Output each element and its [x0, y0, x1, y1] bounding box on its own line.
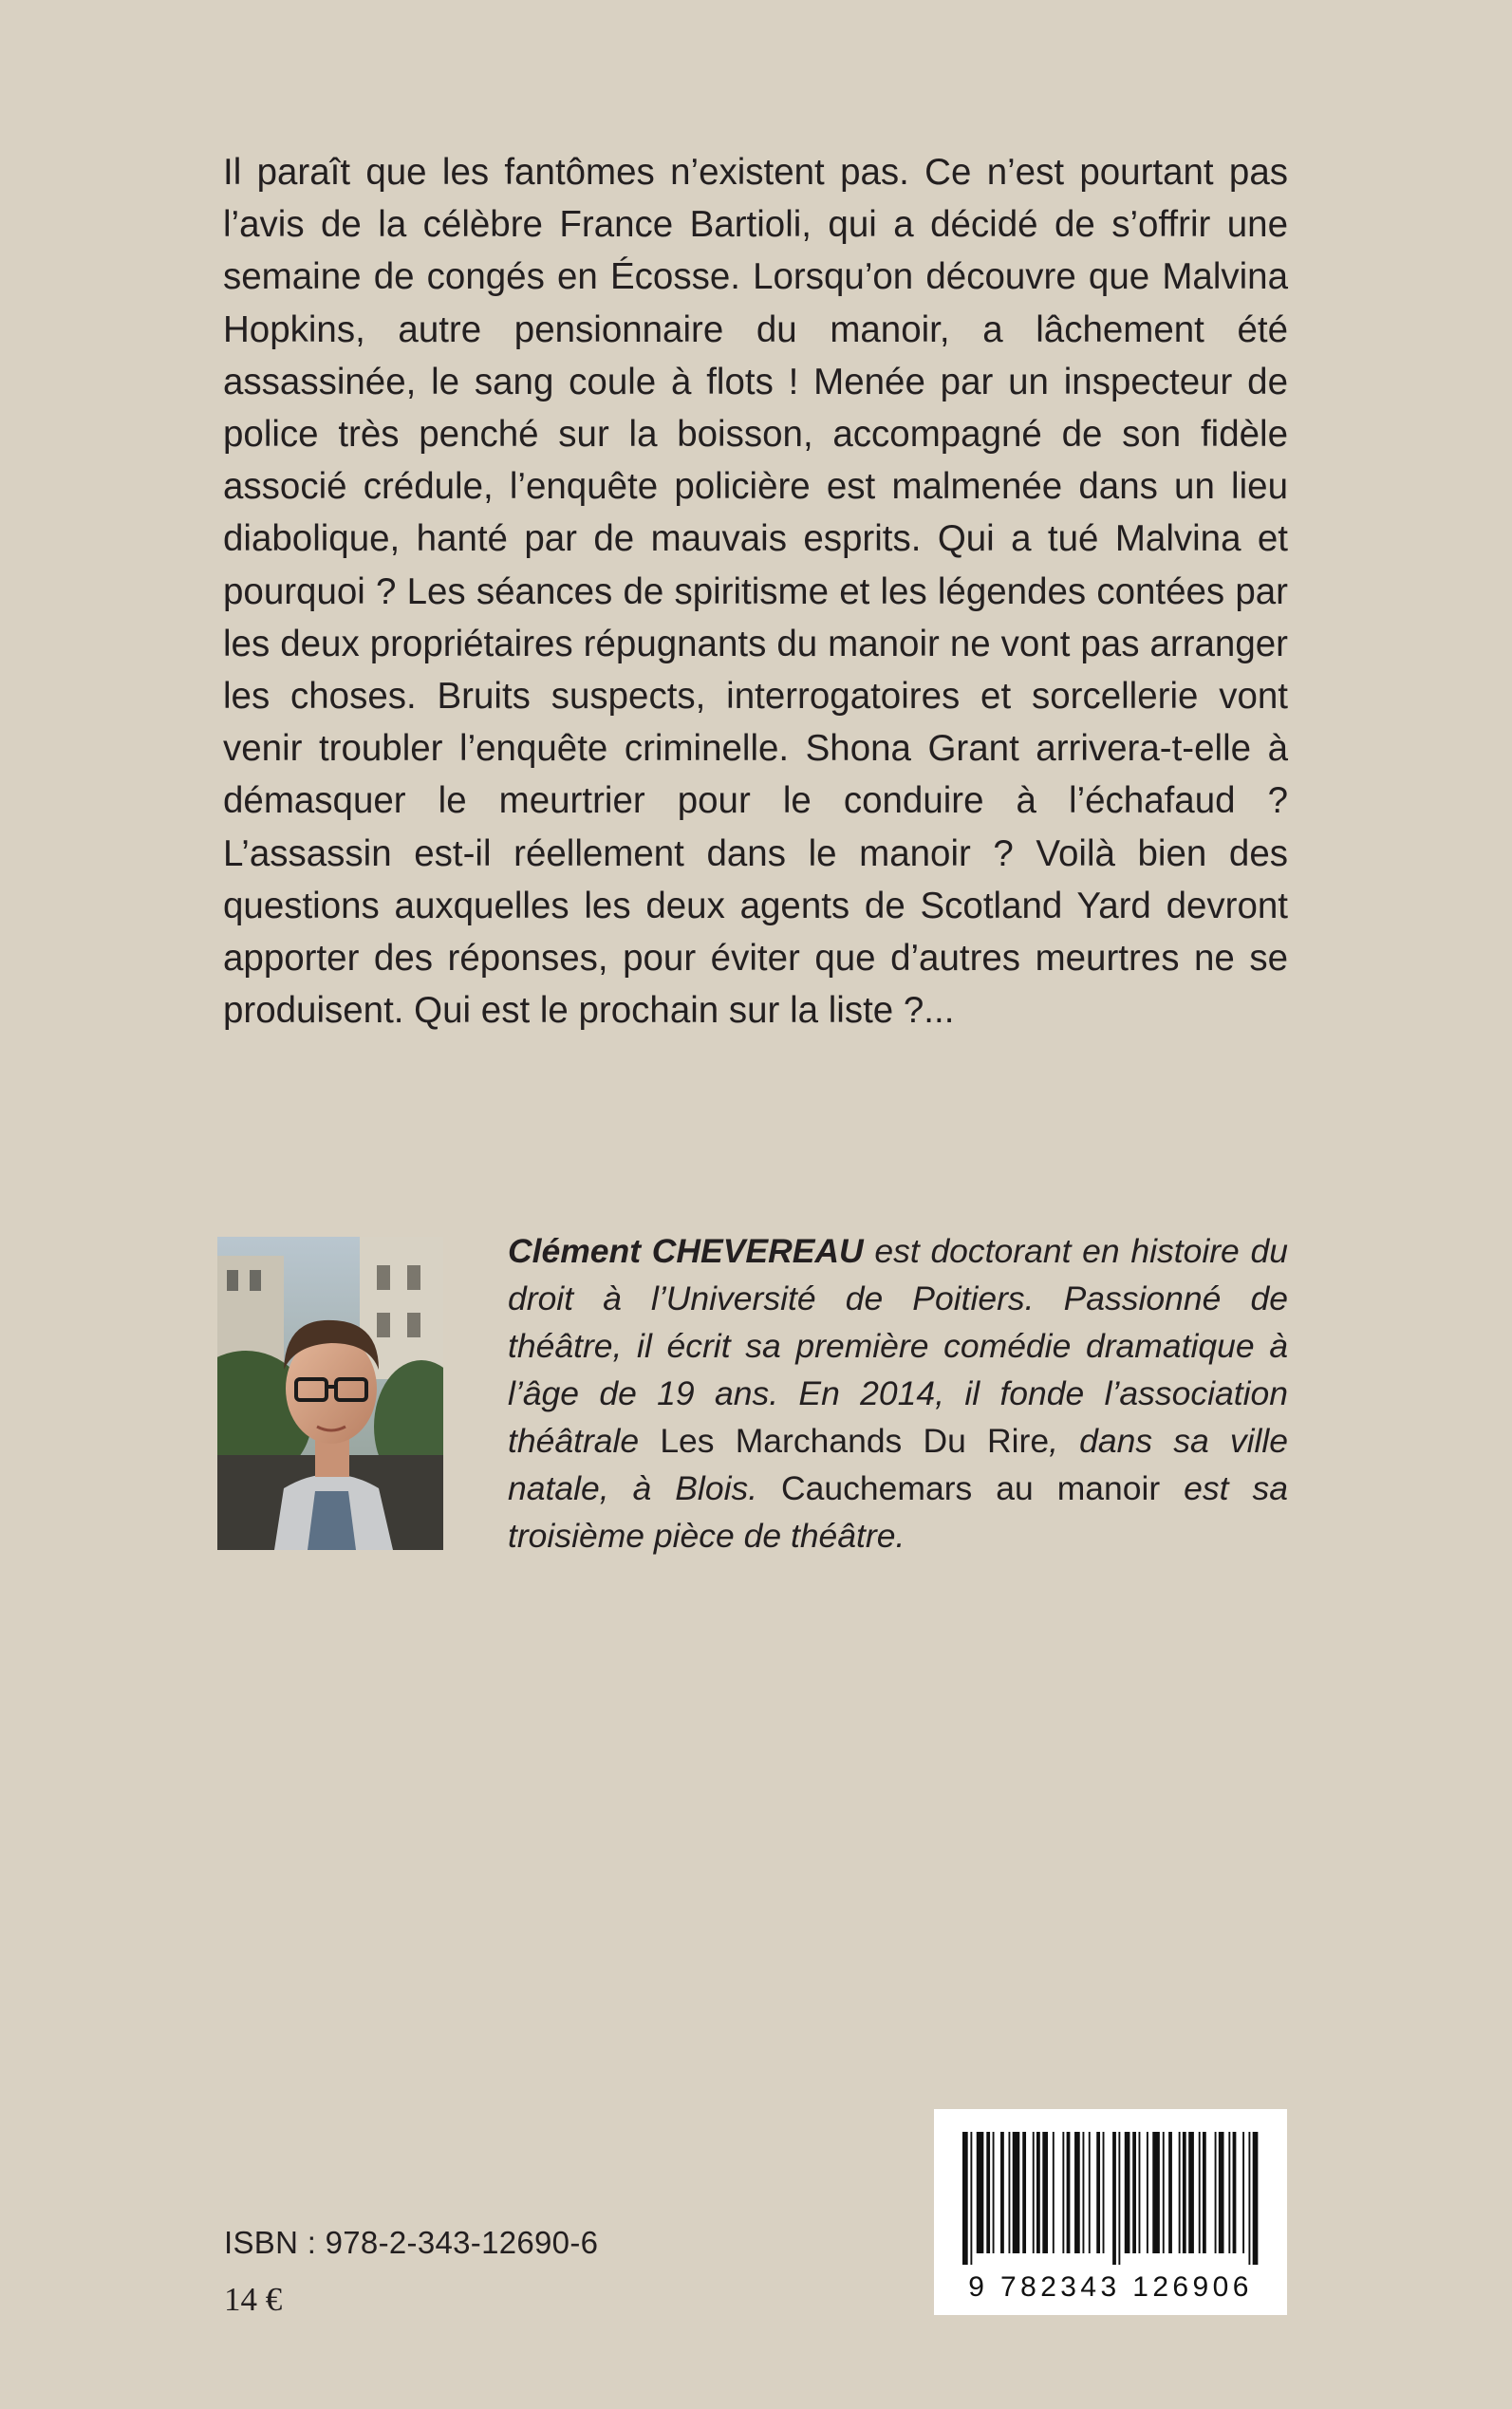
barcode-bar — [1228, 2132, 1230, 2253]
association-name: Les Marchands Du Rire — [660, 1422, 1050, 1460]
barcode-bars — [962, 2132, 1259, 2265]
barcode-bar — [1074, 2132, 1080, 2253]
barcode-bar — [970, 2132, 972, 2265]
barcode-bar — [1168, 2132, 1172, 2253]
barcode-bar — [1082, 2132, 1084, 2253]
barcode-bar — [1033, 2132, 1035, 2253]
barcode-bar — [1248, 2132, 1250, 2265]
barcode-bar — [1253, 2132, 1259, 2265]
barcode-bar — [1203, 2132, 1206, 2253]
barcode-bar — [1147, 2132, 1148, 2253]
barcode-bar — [1053, 2132, 1055, 2253]
author-bio — [508, 1227, 1288, 1559]
barcode-bar — [1096, 2132, 1100, 2253]
isbn-label: ISBN : 978-2-343-12690-6 — [224, 2225, 599, 2260]
barcode-bar — [1199, 2132, 1201, 2253]
barcode-bar — [1103, 2132, 1105, 2253]
barcode-bar — [1139, 2132, 1141, 2253]
barcode-bar — [1013, 2132, 1020, 2253]
barcode-bar — [1008, 2132, 1010, 2253]
barcode-bar — [1219, 2132, 1224, 2253]
bio-text-2: , dans sa ville natale, à Blois. — [508, 1422, 1289, 1507]
barcode-bar — [1062, 2132, 1064, 2253]
barcode-bar — [1089, 2132, 1091, 2253]
play-title: Cauchemars au manoir — [781, 1469, 1161, 1507]
barcode-bar — [977, 2132, 984, 2253]
barcode-bar — [1179, 2132, 1181, 2253]
barcode-bar — [1118, 2132, 1120, 2265]
barcode-bar — [1067, 2132, 1071, 2253]
barcode-bar — [1242, 2132, 1244, 2253]
author-photo — [217, 1237, 443, 1550]
barcode-bar — [1188, 2132, 1194, 2253]
barcode-bar — [1132, 2132, 1136, 2253]
back-cover-synopsis: Il paraît que les fantômes n’existent pas. Ce n’est pourtant pas l’avis de la célèbre France Bartioli, qui a décidé de s’offrir une semaine de congés en Écosse. Lorsqu’on découvre que Malvina Hopkins, autre pensionnaire du manoir, a lâchement été assassinée, le sang coule à flots ! Menée par un inspecteur de police très penché sur la boisson, accompagné de son fidèle associé crédule, l’enquête policière est malmenée dans un lieu diabolique, hanté par de mauvais esprits. Qui a tué Malvina et pourquoi ? Les séances de spiritisme et les légendes contées par les deux propriétaires répugnants du manoir ne vont pas arranger les choses. Bruits suspects, interrogatoires et sorcellerie vont venir troubler l’enquête criminelle. Shona Grant arrivera-t-elle à démasquer le meurtrier pour le conduire à l’échafaud ? L’assassin est-il réellement dans le manoir ? Voilà bien des questions auxquelles les deux agents de Scotland Yard devront apporter des réponses, pour éviter que d’autres meurtres ne se produisent. Qui est le prochain sur la liste ?... — [223, 152, 1288, 1032]
author-name: Clément CHEVEREAU — [508, 1232, 864, 1270]
barcode — [934, 2109, 1287, 2315]
bio-text-1: est doctorant en histoire du droit à l’Université de Poitiers. Passionné de théâtre, il écrit sa première comédie dramatique à l’âge de 19 ans. En 2014, il fonde l’association théâtrale — [508, 1232, 1288, 1460]
barcode-bar — [1022, 2132, 1026, 2253]
barcode-bar — [1183, 2132, 1186, 2253]
barcode-bar — [962, 2132, 968, 2265]
barcode-bar — [1233, 2132, 1237, 2253]
barcode-bar — [1163, 2132, 1165, 2253]
barcode-bar — [1215, 2132, 1217, 2253]
barcode-digits: 9 782343 126906 — [968, 2271, 1253, 2303]
barcode-bar — [1000, 2132, 1004, 2253]
barcode-bar — [1036, 2132, 1040, 2253]
barcode-bar — [993, 2132, 995, 2253]
barcode-bar — [1112, 2132, 1116, 2265]
barcode-bar — [1152, 2132, 1160, 2253]
barcode-bar — [1125, 2132, 1130, 2253]
price-label: 14 € — [224, 2281, 283, 2318]
bio-text-3: est sa troisième pièce de théâtre. — [508, 1469, 1288, 1555]
barcode-bar — [1042, 2132, 1048, 2253]
barcode-bar — [986, 2132, 990, 2253]
